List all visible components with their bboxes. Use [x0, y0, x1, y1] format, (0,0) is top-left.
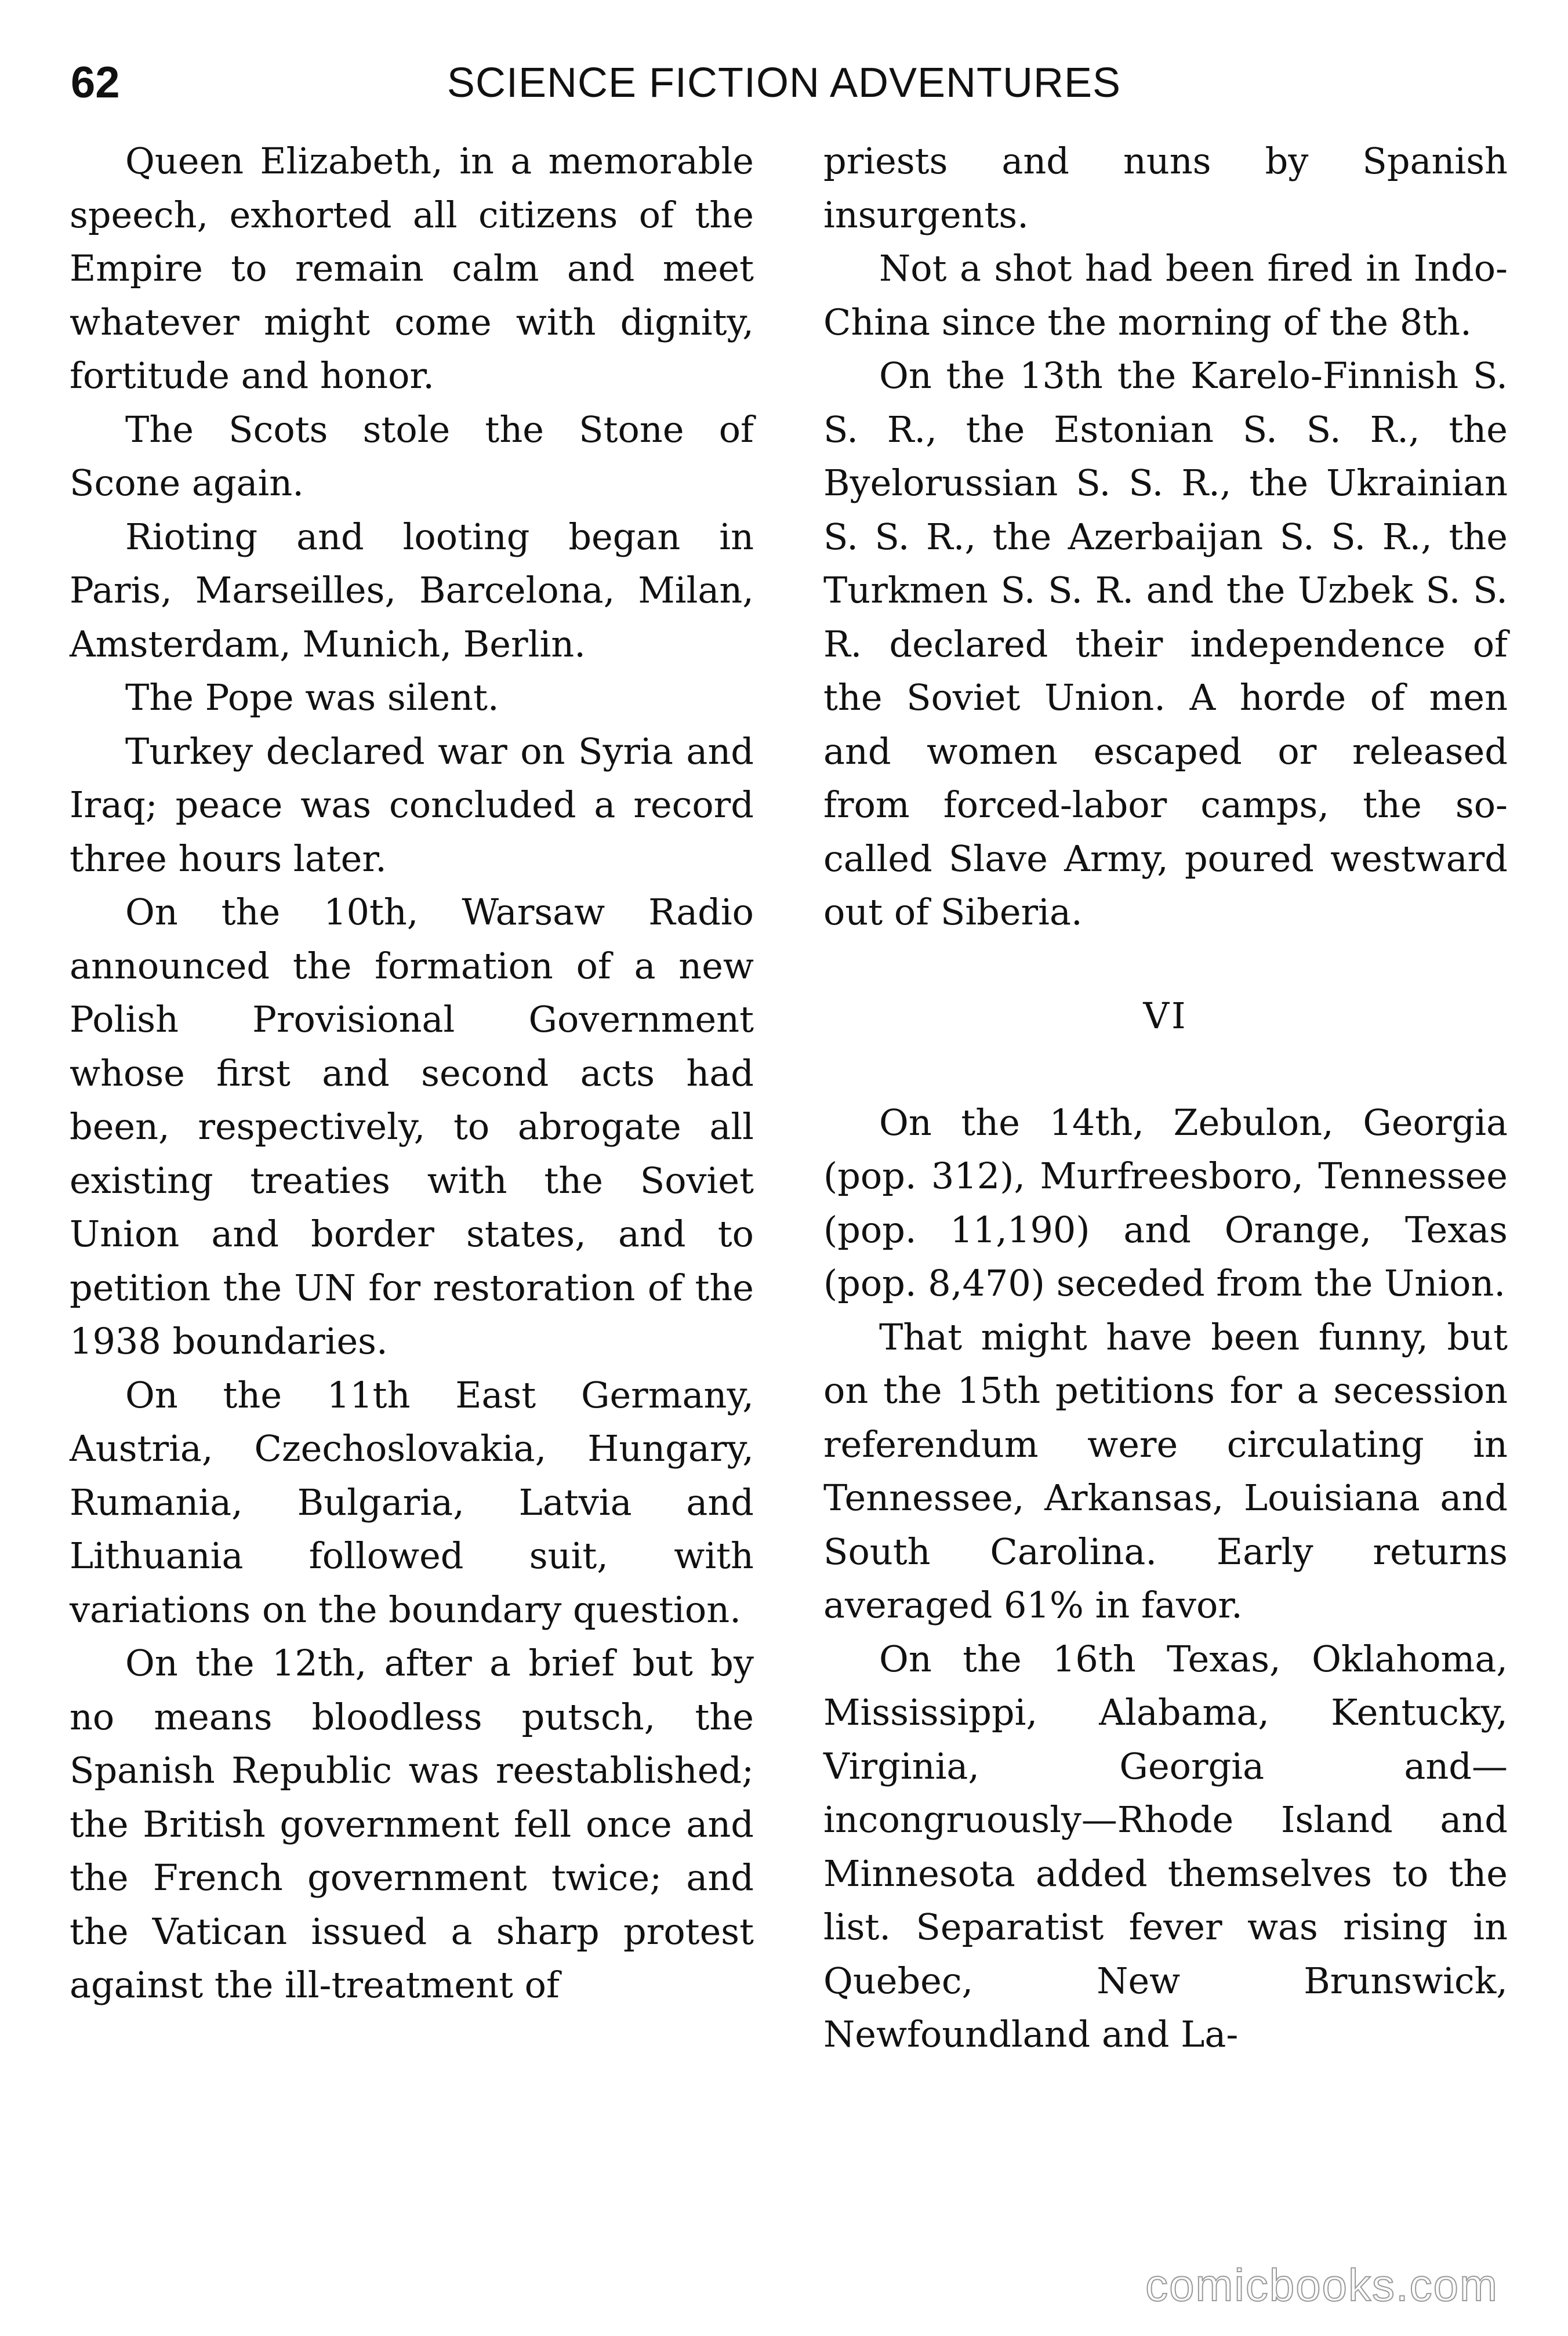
running-title: SCIENCE FICTION ADVENTURES	[447, 60, 1121, 106]
paragraph: The Scots stole the Stone of Scone again.	[70, 408, 754, 504]
paragraph: On the 16th Texas, Oklahoma, Mississippi, Alabama, Kentucky, Virginia, Georgia and— incongruously—Rhode Island and Minnesota added themselves to the list. Separatist fever was rising in Quebec, New Brunswick, Newfoundland and La-	[823, 1637, 1508, 2055]
paragraph: On the 11th East Germany, Austria, Czechoslovakia, Hungary, Rumania, Bulgaria, Latvia and Lithuania followed suit, with variations on the boundary question.	[70, 1373, 754, 1631]
paragraph: On the 13th the Karelo-Finnish S. S. R., the Estonian S. S. R., the Byelorussian S. S. R., the Ukrainian S. S. R., the Azerbaijan S. S. R., the Turkmen S. S. R. and the Uzbek S. S. R. declared their independence of the Soviet Union. A horde of men and women escaped or released from forced-labor camps, the so-called Slave Army, poured westward out of Siberia.	[823, 354, 1508, 933]
watermark: comicbooks.com	[1145, 2259, 1498, 2310]
paragraph: On the 10th, Warsaw Radio announced the formation of a new Polish Provisional Government whose first and second acts had been, respectively, to abrogate all existing treaties with the Soviet Union and border states, and to petition the UN for restoration of the 1938 boundaries.	[70, 891, 754, 1362]
paragraph: That might have been funny, but on the 15th petitions for a secession referendum were circulating in Tennessee, Arkansas, Louisiana and South Carolina. Early returns averaged 61% in favor.	[823, 1315, 1508, 1626]
paragraph: Queen Elizabeth, in a memorable speech, exhorted all citizens of the Empire to remain calm and meet whatever might come with dignity, fortitude and honor.	[70, 140, 754, 397]
page-header	[64, 51, 1504, 115]
paragraph: Turkey declared war on Syria and Iraq; peace was concluded a record three hours later.	[70, 730, 754, 880]
section-heading: VI	[1143, 994, 1188, 1037]
paragraph: On the 14th, Zebulon, Georgia (pop. 312), Murfreesboro, Tennessee (pop. 11,190) and Orange, Texas (pop. 8,470) seceded from the Union.	[823, 1101, 1508, 1304]
paragraph: On the 12th, after a brief but by no means bloodless putsch, the Spanish Republic was reestablished; the British government fell once and the French government twice; and the Vatican issued a sharp protest against the ill-treatment of	[70, 1642, 754, 2006]
paragraph: The Pope was silent.	[125, 676, 499, 719]
page-number: 62	[71, 58, 120, 107]
continued-paragraph: priests and nuns by Spanish insurgents.	[823, 140, 1508, 236]
paragraph: Rioting and looting began in Paris, Marseilles, Barcelona, Milan, Amsterdam, Munich, Berlin.	[70, 515, 754, 665]
right-column	[823, 135, 1508, 2062]
paragraph: Not a shot had been fired in Indo-China since the morning of the 8th.	[823, 247, 1508, 343]
left-column	[70, 135, 754, 2012]
